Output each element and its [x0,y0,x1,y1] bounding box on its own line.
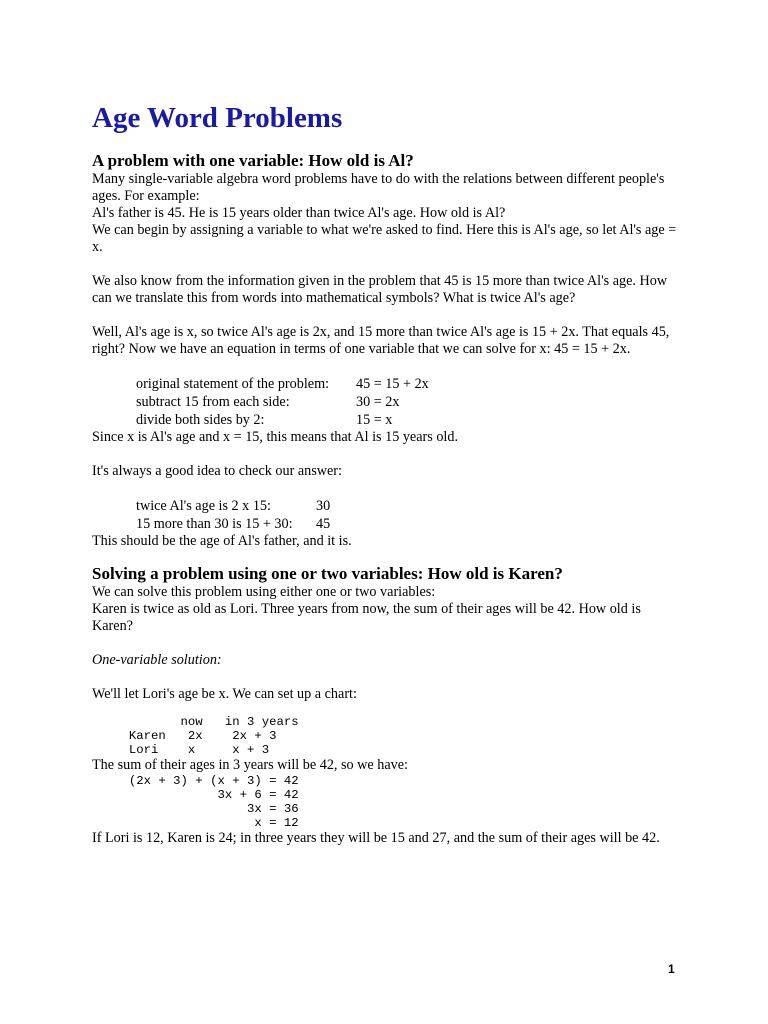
step-expression: 45 = 15 + 2x [356,376,429,392]
step-row [136,375,682,393]
section2-problem: Karen is twice as old as Lori. Three years from now, the sum of their ages will be 42. How old is Karen? [92,601,641,634]
age-chart-line: Karen 2x 2x + 3 [92,729,277,743]
section2-heading: Solving a problem using one or two variables: How old is Karen? [92,564,563,583]
step-row [136,393,682,411]
equation-line: 3x + 6 = 42 [92,788,299,802]
check-label: twice Al's age is 2 x 15: [136,498,271,514]
check-label: 15 more than 30 is 15 + 30: [136,516,293,532]
section1-assign: We can begin by assigning a variable to what we're asked to find. Here this is Al's age, so let Al's age = x. [92,222,677,255]
check-end: This should be the age of Al's father, and it is. [92,533,352,549]
check-steps [136,497,682,533]
check-row [136,497,682,515]
section1-conclusion: Since x is Al's age and x = 15, this means that Al is 15 years old. [92,429,458,445]
age-chart-line: Lori x x + 3 [92,743,270,757]
check-expression: 45 [316,516,331,532]
page-number: 1 [668,962,675,976]
section2-result: If Lori is 12, Karen is 24; in three years they will be 15 and 27, and the sum of their ages will be 42. [92,830,660,846]
step-label: divide both sides by 2: [136,412,265,428]
sum-intro: The sum of their ages in 3 years will be 42, so we have: [92,757,408,773]
equation-line: x = 12 [92,816,299,830]
step-label: subtract 15 from each side: [136,394,290,410]
step-label: original statement of the problem: [136,376,330,392]
age-chart-line: now in 3 years [92,715,299,729]
step-row [136,411,682,429]
check-expression: 30 [316,498,331,514]
equation-line: (2x + 3) + (x + 3) = 42 [92,774,299,788]
solution-steps [136,375,682,429]
equation-solution [92,774,682,830]
section1-problem: Al's father is 45. He is 15 years older than twice Al's age. How old is Al? [92,205,506,221]
section1-heading: A problem with one variable: How old is Al? [92,151,414,170]
section1-intro: Many single-variable algebra word problems have to do with the relations between different people's ages. For example: [92,171,665,204]
check-intro: It's always a good idea to check our answer: [92,463,342,479]
step-expression: 15 = x [356,412,393,428]
document-page [92,98,682,847]
check-row [136,515,682,533]
chart-intro: We'll let Lori's age be x. We can set up a chart: [92,686,357,702]
step-expression: 30 = 2x [356,394,400,410]
equation-line: 3x = 36 [92,802,299,816]
age-chart [92,715,682,757]
section1-translate: We also know from the information given in the problem that 45 is 15 more than twice Al's age. How can we translate this from words into mathematical symbols? What is twice Al's age? [92,273,668,306]
page-title: Age Word Problems [92,102,343,134]
section1-equation: Well, Al's age is x, so twice Al's age is 2x, and 15 more than twice Al's age is 15 + 2x. That equals 45, right? Now we have an equation in terms of one variable that we can solve for x: 45 = 15 + 2x. [92,324,670,357]
section2-subheading: One-variable solution: [92,652,222,668]
section2-intro: We can solve this problem using either one or two variables: [92,584,436,600]
